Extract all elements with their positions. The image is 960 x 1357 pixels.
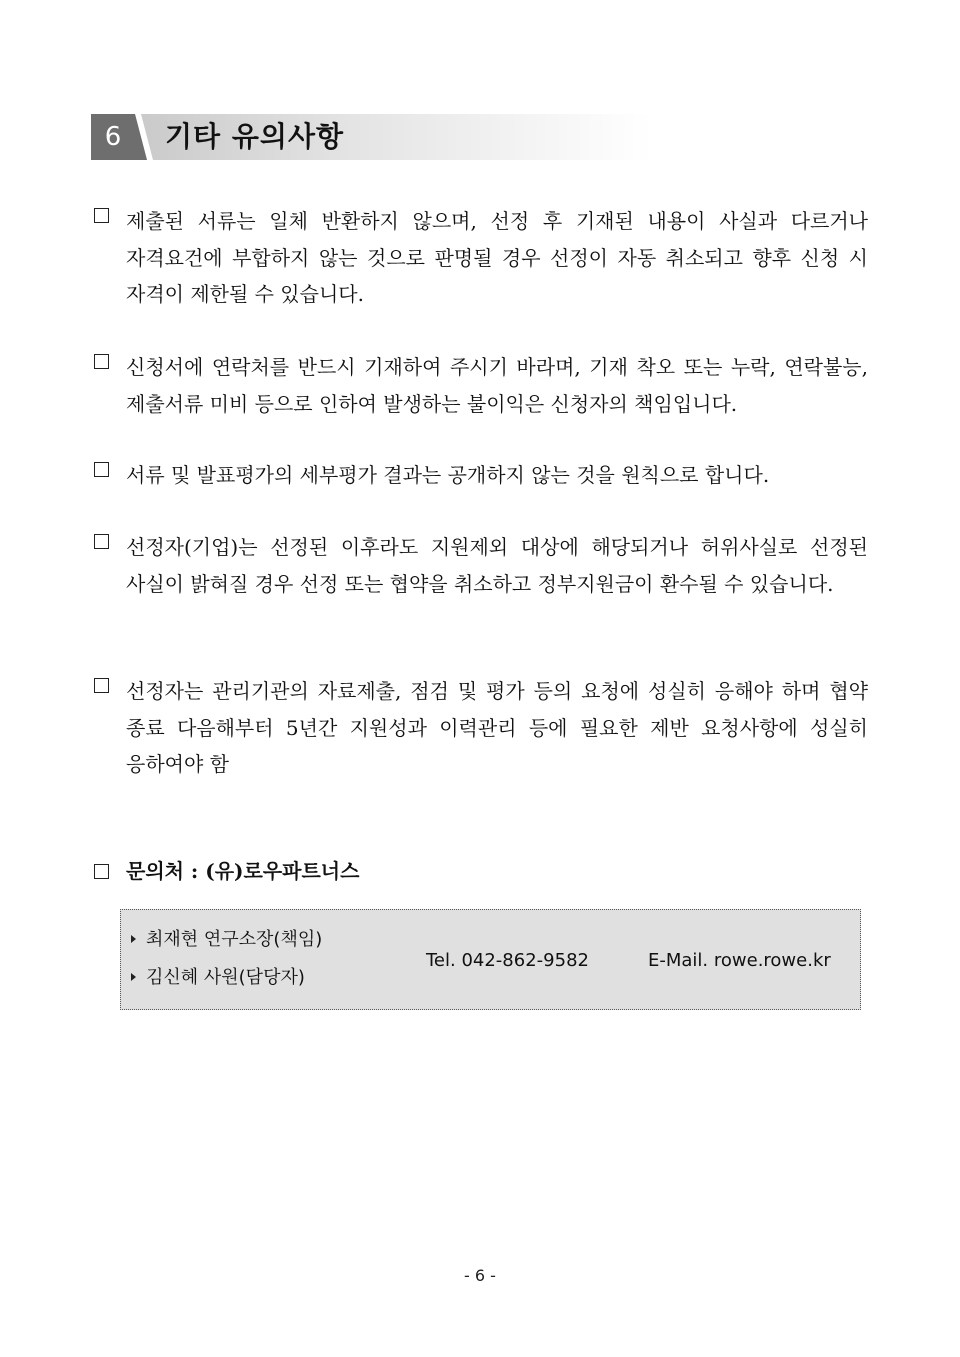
- contact-person-1: [131, 925, 322, 955]
- contact-email: E-Mail. rowe.rowe.kr: [648, 950, 831, 971]
- notice-item-5: [92, 673, 868, 783]
- section-header: [91, 114, 651, 160]
- notice-item-2: [92, 349, 868, 422]
- checkbox-icon: [94, 534, 109, 549]
- contact-person-name: 김신혜 사원(담당자): [146, 967, 305, 988]
- notice-item-4: [92, 529, 868, 602]
- notice-text: 제출된 서류는 일체 반환하지 않으며, 선정 후 기재된 내용이 사실과 다르거나 자격요건에 부합하지 않는 것으로 판명될 경우 선정이 자동 취소되고 향후 신청 시 자격이 제한될 수 있습니다.: [126, 209, 868, 306]
- contact-box: [120, 909, 861, 1010]
- checkbox-icon: [94, 462, 109, 477]
- notice-text: 서류 및 발표평가의 세부평가 결과는 공개하지 않는 것을 원칙으로 합니다.: [126, 463, 770, 487]
- notice-item-1: [92, 203, 868, 313]
- notice-text: 신청서에 연락처를 반드시 기재하여 주시기 바라며, 기재 착오 또는 누락, 연락불능, 제출서류 미비 등으로 인하여 발생하는 불이익은 신청자의 책임입니다.: [126, 355, 868, 416]
- contact-person-2: [131, 963, 305, 993]
- checkbox-icon: [94, 208, 109, 223]
- notice-text: 선정자(기업)는 선정된 이후라도 지원제외 대상에 해당되거나 허위사실로 선정된 사실이 밝혀질 경우 선정 또는 협약을 취소하고 정부지원금이 환수될 수 있습니다.: [126, 535, 868, 596]
- contact-heading-text: 문의처 : (유)로우파트너스: [126, 859, 360, 883]
- checkbox-icon: [94, 864, 109, 879]
- contact-heading: [92, 855, 792, 887]
- contact-tel: Tel. 042-862-9582: [426, 950, 589, 971]
- checkbox-icon: [94, 354, 109, 369]
- triangle-bullet-icon: [131, 935, 136, 943]
- section-number: 6: [104, 122, 122, 152]
- checkbox-icon: [94, 678, 109, 693]
- notice-text: 선정자는 관리기관의 자료제출, 점검 및 평가 등의 요청에 성실히 응해야 하며 협약 종료 다음해부터 5년간 지원성과 이력관리 등에 필요한 제반 요청사항에 성실히 응하여야 함: [126, 679, 868, 776]
- notice-item-3: [92, 457, 868, 494]
- section-title: 기타 유의사항: [165, 120, 345, 153]
- page-number: - 6 -: [464, 1266, 496, 1285]
- triangle-bullet-icon: [131, 973, 136, 981]
- contact-person-name: 최재현 연구소장(책임): [146, 929, 323, 950]
